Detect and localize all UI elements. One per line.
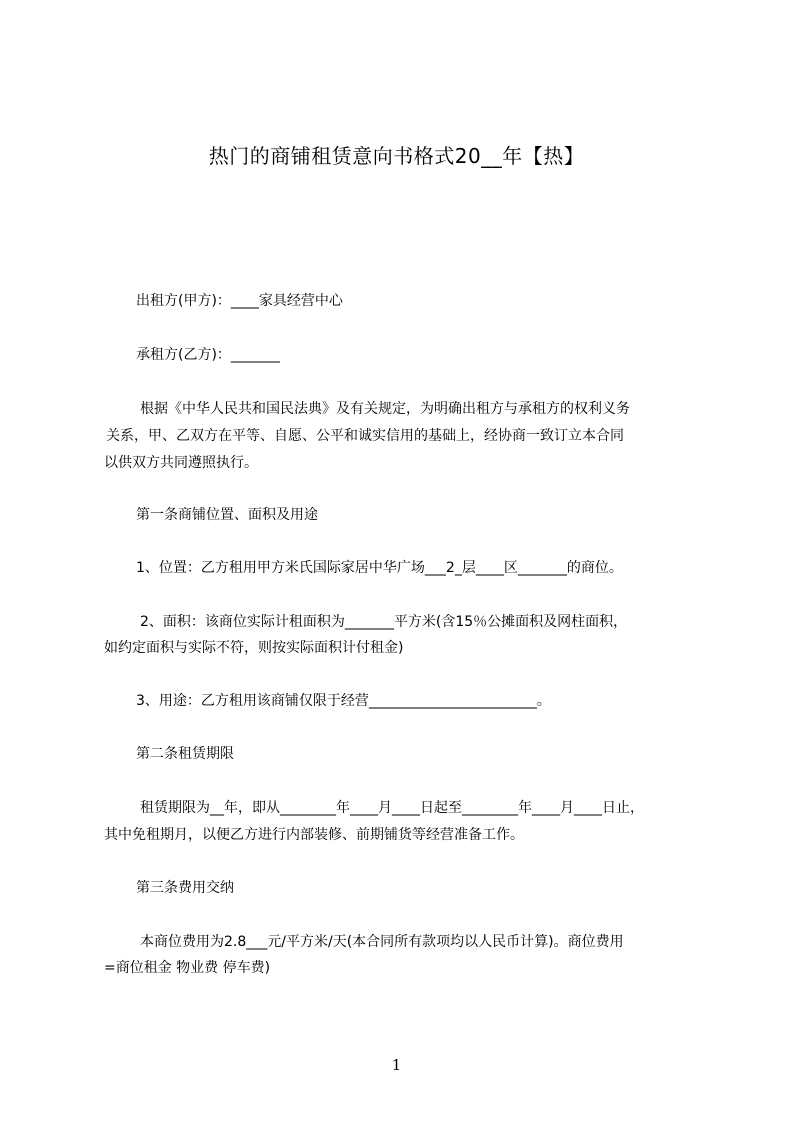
article-1-area-line-1: 2、面积：该商位实际计租面积为_______平方米(含15％公摊面积及网柱面积， (140, 614, 628, 630)
preamble-line-2: 关系，甲、乙双方在平等、自愿、公平和诚实信用的基础上，经协商一致订立本合同 (106, 428, 624, 444)
article-1-use: 3、用途：乙方租用该商铺仅限于经营________________________。 (136, 693, 551, 709)
document-title: 热门的商铺租赁意向书格式20__年【热】 (208, 144, 585, 168)
article-1-location: 1、位置：乙方租用甲方米氏国际家居中华广场___2_层____区_______的商位。 (136, 560, 623, 576)
article-3-fee-line-2: =商位租金 物业费 停车费) (104, 960, 271, 976)
article-3-fee-line-1: 本商位费用为2.8___元/平方米/天(本合同所有款项均以人民币计算)。商位费用 (140, 934, 624, 950)
article-3-heading: 第三条费用交纳 (136, 880, 234, 896)
article-2-heading: 第二条租赁期限 (136, 746, 234, 762)
page-number: 1 (391, 1056, 402, 1074)
preamble-line-1: 根据《中华人民共和国民法典》及有关规定，为明确出租方与承租方的权利义务 (140, 401, 630, 417)
article-1-area-line-2: 如约定面积与实际不符，则按实际面积计付租金) (104, 640, 404, 656)
lessor-line: 出租方(甲方)：____家具经营中心 (136, 293, 343, 309)
article-2-term-line-2: 其中免租期月，以便乙方进行内部装修、前期铺货等经营准备工作。 (104, 827, 524, 843)
article-1-heading: 第一条商铺位置、面积及用途 (136, 507, 318, 523)
preamble-line-3: 以供双方共同遵照执行。 (104, 455, 258, 471)
article-2-term-line-1: 租赁期限为__年，即从________年____月____日起至________年____月____日止， (140, 800, 644, 816)
lessee-line: 承租方(乙方)：_______ (136, 347, 280, 363)
